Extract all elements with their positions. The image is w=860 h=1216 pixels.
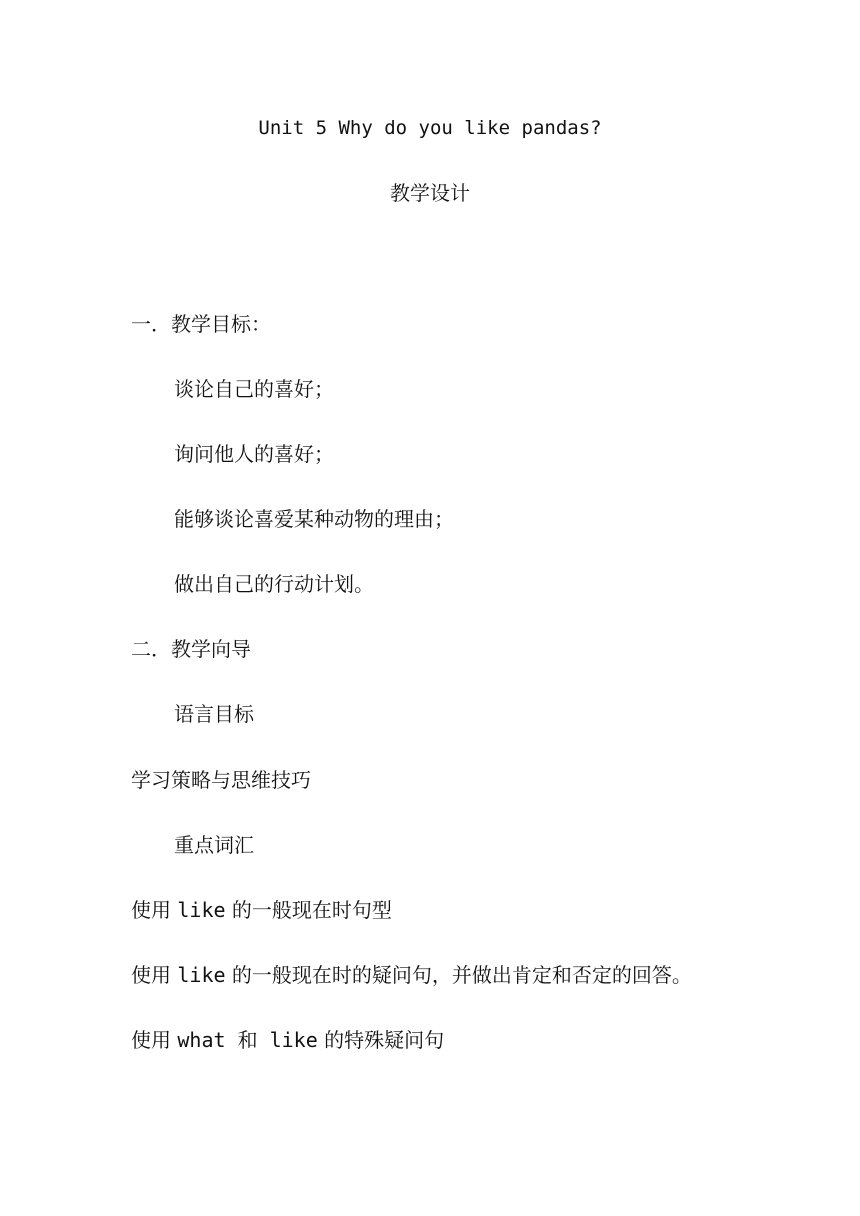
paragraph-line [131, 898, 392, 922]
code-term: like [177, 963, 226, 987]
line-prefix: 使用 [131, 963, 178, 987]
document-title: Unit 5 Why do you like pandas? [258, 117, 602, 139]
document-subtitle: 教学设计 [390, 181, 470, 205]
line-suffix: 的一般现在时的疑问句，并做出肯定和否定的回答。 [225, 963, 692, 987]
line-suffix: 的特殊疑问句 [317, 1028, 445, 1052]
code-term: like [177, 898, 226, 922]
line-prefix: 使用 [131, 898, 178, 922]
list-item: 做出自己的行动计划。 [174, 572, 374, 596]
list-item: 语言目标 [174, 702, 254, 726]
code-term: what 和 like [177, 1028, 318, 1052]
paragraph-line [131, 963, 692, 987]
section-heading-objectives: 一．教学目标： [131, 312, 271, 336]
line-suffix: 的一般现在时句型 [225, 898, 392, 922]
section-heading-guide: 二．教学向导 [131, 637, 251, 661]
list-item: 重点词汇 [174, 833, 254, 857]
list-item: 询问他人的喜好； [174, 442, 334, 466]
paragraph-line [131, 1028, 444, 1052]
list-item: 谈论自己的喜好； [174, 377, 334, 401]
line-prefix: 使用 [131, 1028, 178, 1052]
paragraph-line: 学习策略与思维技巧 [131, 768, 311, 792]
list-item: 能够谈论喜爱某种动物的理由； [174, 507, 454, 531]
